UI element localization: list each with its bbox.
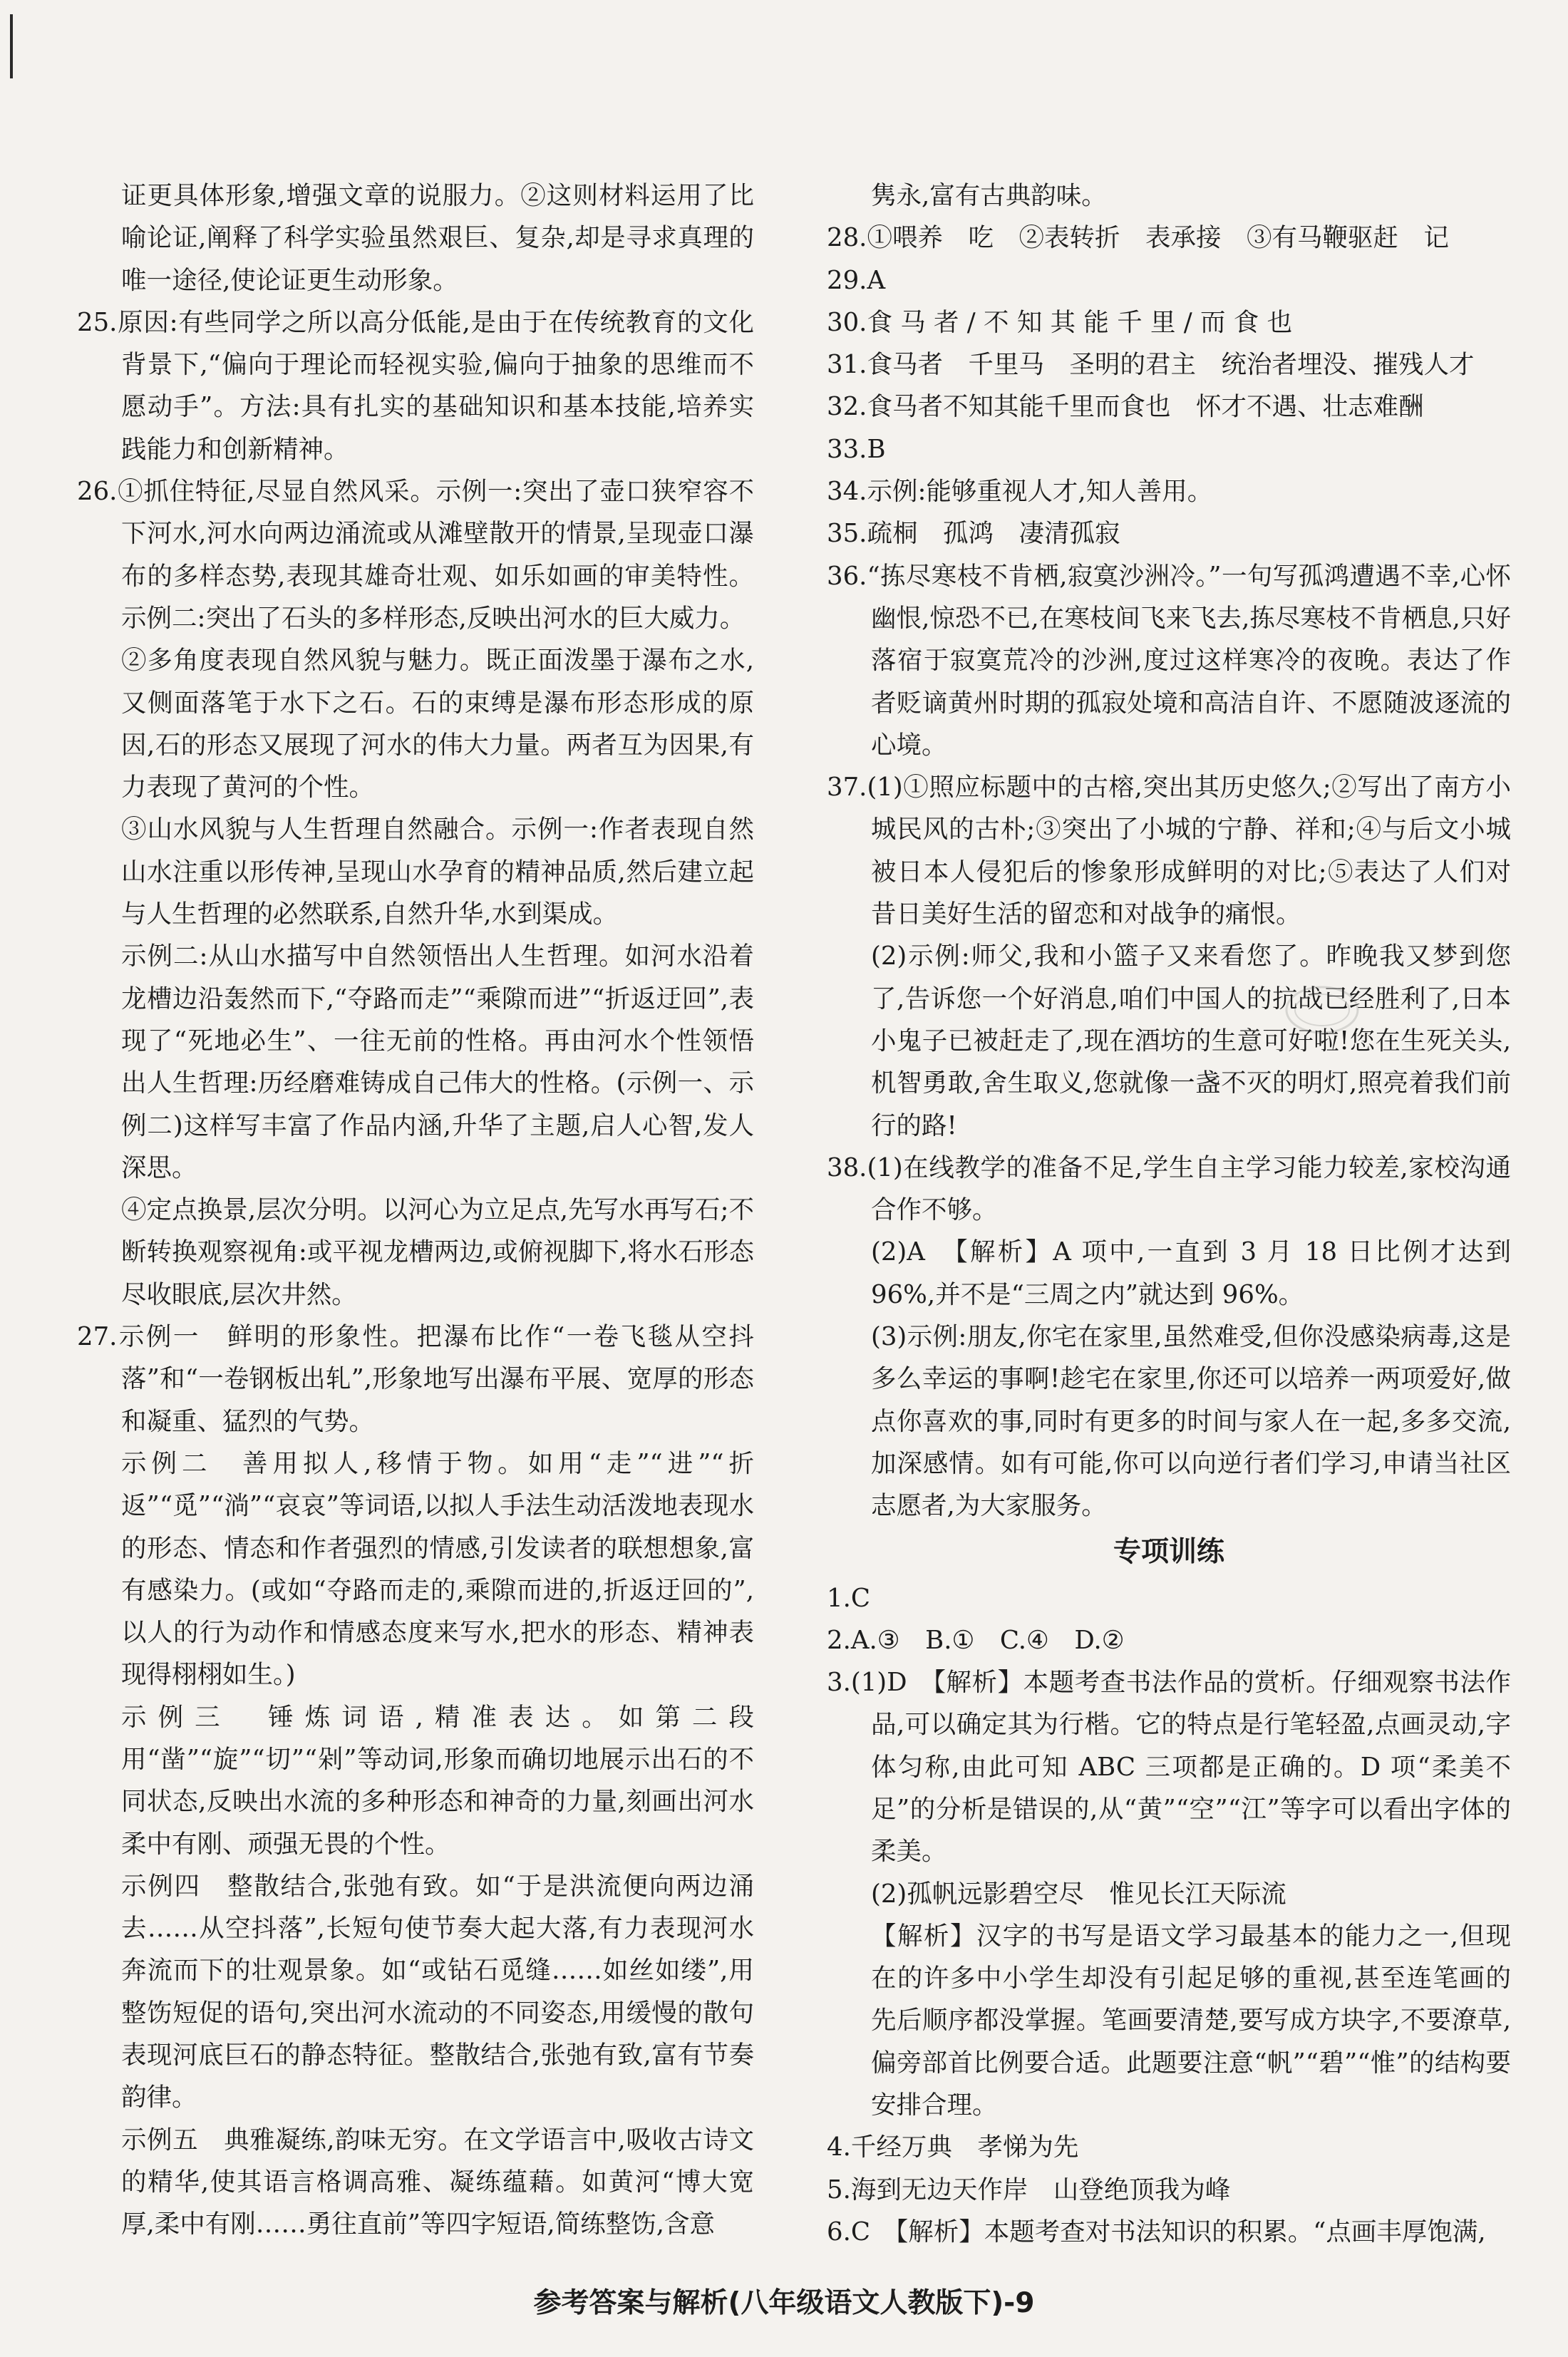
answer-paragraph: 25.原因:有些同学之所以高分低能,是由于在传统教育的文化背景下,“偏向于理论而轻视实验,偏向于抽象的思维而不愿动手”。方法:具有扎实的基础知识和基本技能,培养实践能力和创新精神。 [77,307,754,464]
answer-paragraph: 37.(1)①照应标题中的古榕,突出其历史悠久;②写出了南方小城民风的古朴;③突出了小城的宁静、祥和;④与后文小城被日本人侵犯后的惨象形成鲜明的对比;⑤表达了人们对昔日美好生活的留恋和对战争的痛恨。 [827,773,1511,929]
section-title: 专项训练 [1113,1535,1224,1568]
answer-paragraph: 38.(1)在线教学的准备不足,学生自主学习能力较差,家校沟通合作不够。 [827,1152,1511,1225]
watermark-stamp-icon [1283,984,1361,1037]
answer-paragraph: 35.疏桐 孤鸿 凄清孤寂 [827,519,1120,549]
answer-paragraph: 26.①抓住特征,尽显自然风采。示例一:突出了壶口狭窄容不下河水,河水向两边涌流或从滩壁散开的情景,呈现壶口瀑布的多样态势,表现其雄奇壮观、如乐如画的审美特性。示例二:突出了石头的多样形态,反映出河水的巨大威力。 [77,477,754,633]
answer-paragraph: 3.(1)D 【解析】本题考查书法作品的赏析。仔细观察书法作品,可以确定其为行楷。它的特点是行笔轻盈,点画灵动,字体匀称,由此可知 ABC 三项都是正确的。D 项“柔美不足”的分析是错误的,从“黄”“空”“江”等字可以看出字体的柔美。 [827,1668,1511,1867]
left-column [77,175,754,2246]
answer-paragraph: (3)示例:朋友,你宅在家里,虽然难受,但你没感染病毒,这是多么幸运的事啊!趁宅在家里,你还可以培养一两项爱好,做点你喜欢的事,同时有更多的时间与家人在一起,多多交流,加深感情。如有可能,你可以向逆行者们学习,申请当社区志愿者,为大家服务。 [871,1322,1511,1521]
answer-paragraph: 2.A.③ B.① C.④ D.② [827,1625,1125,1655]
answer-paragraph: 5.海到无边天作岸 山登绝顶我为峰 [827,2175,1231,2204]
answer-paragraph: 31.食马者 千里马 圣明的君主 统治者埋没、摧残人才 [827,350,1475,380]
answer-paragraph: 【解析】汉字的书写是语文学习最基本的能力之一,但现在的许多中小学生却没有引起足够的重视,甚至连笔画的先后顺序都没掌握。笔画要清楚,要写成方块字,不要潦草,偏旁部首比例要合适。此题要注意“帆”“碧”“惟”的结构要安排合理。 [871,1921,1511,2120]
answer-paragraph: 30.食 马 者 / 不 知 其 能 千 里 / 而 食 也 [827,307,1293,337]
answer-paragraph: ②多角度表现自然风貌与魅力。既正面泼墨于瀑布之水,又侧面落笔于水下之石。石的束缚是瀑布形态形成的原因,石的形态又展现了河水的伟大力量。两者互为因果,有力表现了黄河的个性。 [121,646,754,803]
answer-paragraph: (2)示例:师父,我和小篮子又来看您了。昨晚我又梦到您了,告诉您一个好消息,咱们中国人的抗战已经胜利了,日本小鬼子已被赶走了,现在酒坊的生意可好啦!您在生死关头,机智勇敢,舍生取义,您就像一盏不灭的明灯,照亮着我们前行的路! [871,942,1511,1140]
answer-paragraph: 示例三 锤炼词语,精准表达。如第二段用“凿”“旋”“切”“剁”等动词,形象而确切地展示出石的不同状态,反映出水流的多种形态和神奇的力量,刻画出河水柔中有刚、顽强无畏的个性。 [121,1702,754,1859]
answer-paragraph: 34.示例:能够重视人才,知人善用。 [827,477,1213,507]
answer-paragraph: 示例四 整散结合,张弛有致。如“于是洪流便向两边涌去……从空抖落”,长短句使节奏大起大落,有力表现河水奔流而下的壮观景象。如“或钻石觅缝……如丝如缕”,用整饬短促的语句,突出河水流动的不同姿态,用缓慢的散句表现河底巨石的静态特征。整散结合,张弛有致,富有节奏韵律。 [121,1871,754,2113]
page-footer: 参考答案与解析(八年级语文人教版下)-9 [533,2287,1035,2319]
answer-paragraph: 示例二 善用拟人,移情于物。如用“走”“进”“折返”“觅”“淌”“哀哀”等词语,以拟人手法生动活泼地表现水的形态、情态和作者强烈的情感,引发读者的联想想象,富有感染力。(或如“夺路而走的,乘隙而进的,折返迂回的”,以人的行为动作和情感态度来写水,把水的形态、精神表现得栩栩如生。) [121,1448,754,1690]
answer-paragraph: 27.示例一 鲜明的形象性。把瀑布比作“一卷飞毯从空抖落”和“一卷钢板出轧”,形象地写出瀑布平展、宽厚的形态和凝重、猛烈的气势。 [77,1322,754,1436]
answer-paragraph: 1.C [827,1583,871,1613]
answer-paragraph: ③山水风貌与人生哲理自然融合。示例一:作者表现自然山水注重以形传神,呈现山水孕育的精神品质,然后建立起与人生哲理的必然联系,自然升华,水到渠成。 [121,815,754,929]
answer-paragraph: 29.A [827,265,886,295]
right-column [827,175,1511,2253]
answer-paragraph: 隽永,富有古典韵味。 [871,181,1107,210]
answer-paragraph: 28.①喂养 吃 ②表转折 表承接 ③有马鞭驱赶 记 [827,223,1449,253]
answer-paragraph: 33.B [827,434,886,464]
answer-paragraph: 证更具体形象,增强文章的说服力。②这则材料运用了比喻论证,阐释了科学实验虽然艰巨、复杂,却是寻求真理的唯一途径,使论证更生动形象。 [121,181,754,295]
answer-paragraph: (2)A 【解析】A 项中,一直到 3 月 18 日比例才达到 96%,并不是“三周之内”就达到 96%。 [871,1237,1511,1309]
answer-paragraph: 36.“拣尽寒枝不肯栖,寂寞沙洲冷。”一句写孤鸿遭遇不幸,心怀幽恨,惊恐不已,在寒枝间飞来飞去,拣尽寒枝不肯栖息,只好落宿于寂寞荒冷的沙洲,度过这样寒冷的夜晚。表达了作者贬谪黄州时期的孤寂处境和高洁自许、不愿随波逐流的心境。 [827,561,1511,760]
answer-paragraph: ④定点换景,层次分明。以河心为立足点,先写水再写石;不断转换观察视角:或平视龙槽两边,或俯视脚下,将水石形态尽收眼底,层次井然。 [121,1195,754,1309]
answer-paragraph: 4.千经万典 孝悌为先 [827,2132,1079,2162]
answer-paragraph: 示例二:从山水描写中自然领悟出人生哲理。如河水沿着龙槽边沿轰然而下,“夺路而走”“乘隙而进”“折返迂回”,表现了“死地必生”、一往无前的性格。再由河水个性领悟出人生哲理:历经磨难铸成自己伟大的性格。(示例一、示例二)这样写丰富了作品内涵,升华了主题,启人心智,发人深思。 [121,942,754,1182]
answer-paragraph: 32.食马者不知其能千里而食也 怀才不遇、壮志难酬 [827,392,1424,422]
answer-paragraph: (2)孤帆远影碧空尽 惟见长江天际流 [871,1879,1286,1909]
answer-paragraph: 示例五 典雅凝练,韵味无穷。在文学语言中,吸收古诗文的精华,使其语言格调高雅、凝练蕴藉。如黄河“博大宽厚,柔中有刚……勇往直前”等四字短语,简练整饬,含意 [121,2125,754,2239]
answer-paragraph: 6.C 【解析】本题考查对书法知识的积累。“点画丰厚饱满, [827,2217,1486,2247]
page-binding-edge [10,14,13,78]
